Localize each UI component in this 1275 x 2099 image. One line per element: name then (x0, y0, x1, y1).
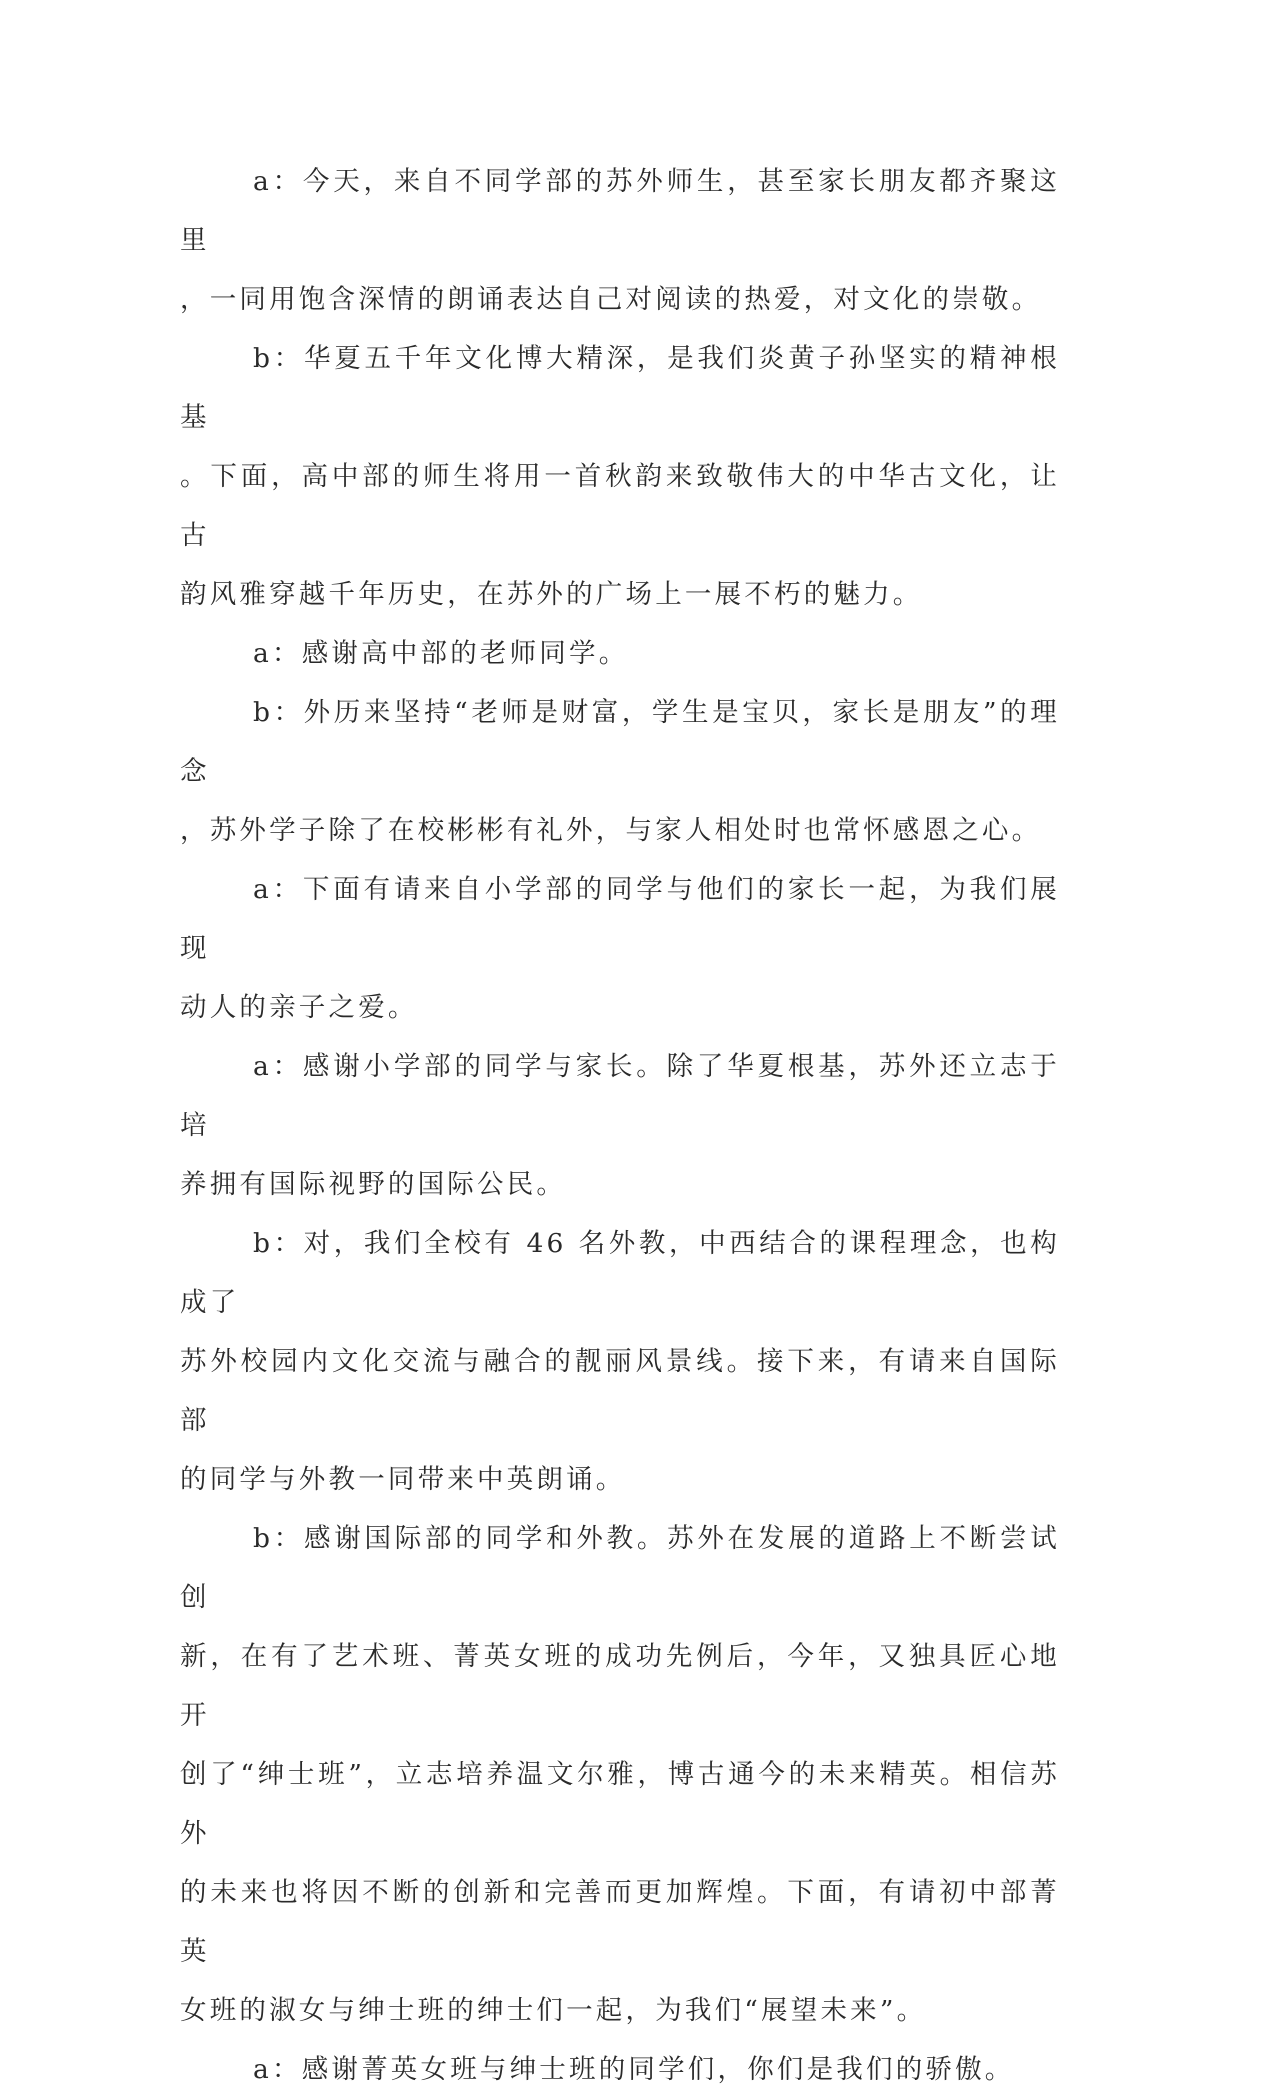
dialogue-paragraph: a：感谢高中部的老师同学。 (253, 638, 629, 669)
document-body (180, 152, 1060, 2099)
dialogue-paragraph: a：今天，来自不同学部的苏外师生，甚至家长朋友都齐聚这里 ，一同用饱含深情的朗诵表达自己对阅读的热爱，对文化的崇敬。 (180, 166, 1060, 315)
dialogue-paragraph: b：感谢国际部的同学和外教。苏外在发展的道路上不断尝试创 新，在有了艺术班、菁英女班的成功先例后，今年，又独具匠心地开 创了“绅士班”，立志培养温文尔雅，博古通今的未来精英。相信苏外 的未来也将因不断的创新和完善而更加辉煌。下面，有请初中部菁英 女班的淑女与绅士班的绅士们一起，为我们“展望未来”。 (180, 1523, 1060, 2026)
dialogue-paragraph: b：华夏五千年文化博大精深，是我们炎黄子孙坚实的精神根基 。下面，高中部的师生将用一首秋韵来致敬伟大的中华古文化，让古 韵风雅穿越千年历史，在苏外的广场上一展不朽的魅力。 (180, 343, 1060, 610)
dialogue-paragraph: b：对，我们全校有 46 名外教，中西结合的课程理念，也构成了 苏外校园内文化交流与融合的靓丽风景线。接下来，有请来自国际部 的同学与外教一同带来中英朗诵。 (180, 1228, 1060, 1495)
dialogue-paragraph: b：外历来坚持“老师是财富，学生是宝贝，家长是朋友”的理念 ，苏外学子除了在校彬彬有礼外，与家人相处时也常怀感恩之心。 (180, 697, 1060, 846)
dialogue-paragraph: a：感谢小学部的同学与家长。除了华夏根基，苏外还立志于培 养拥有国际视野的国际公民。 (180, 1051, 1060, 1200)
dialogue-paragraph: a：感谢菁英女班与绅士班的同学们，你们是我们的骄傲。 (253, 2054, 1015, 2085)
dialogue-paragraph: a：下面有请来自小学部的同学与他们的家长一起，为我们展现 动人的亲子之爱。 (180, 874, 1060, 1023)
